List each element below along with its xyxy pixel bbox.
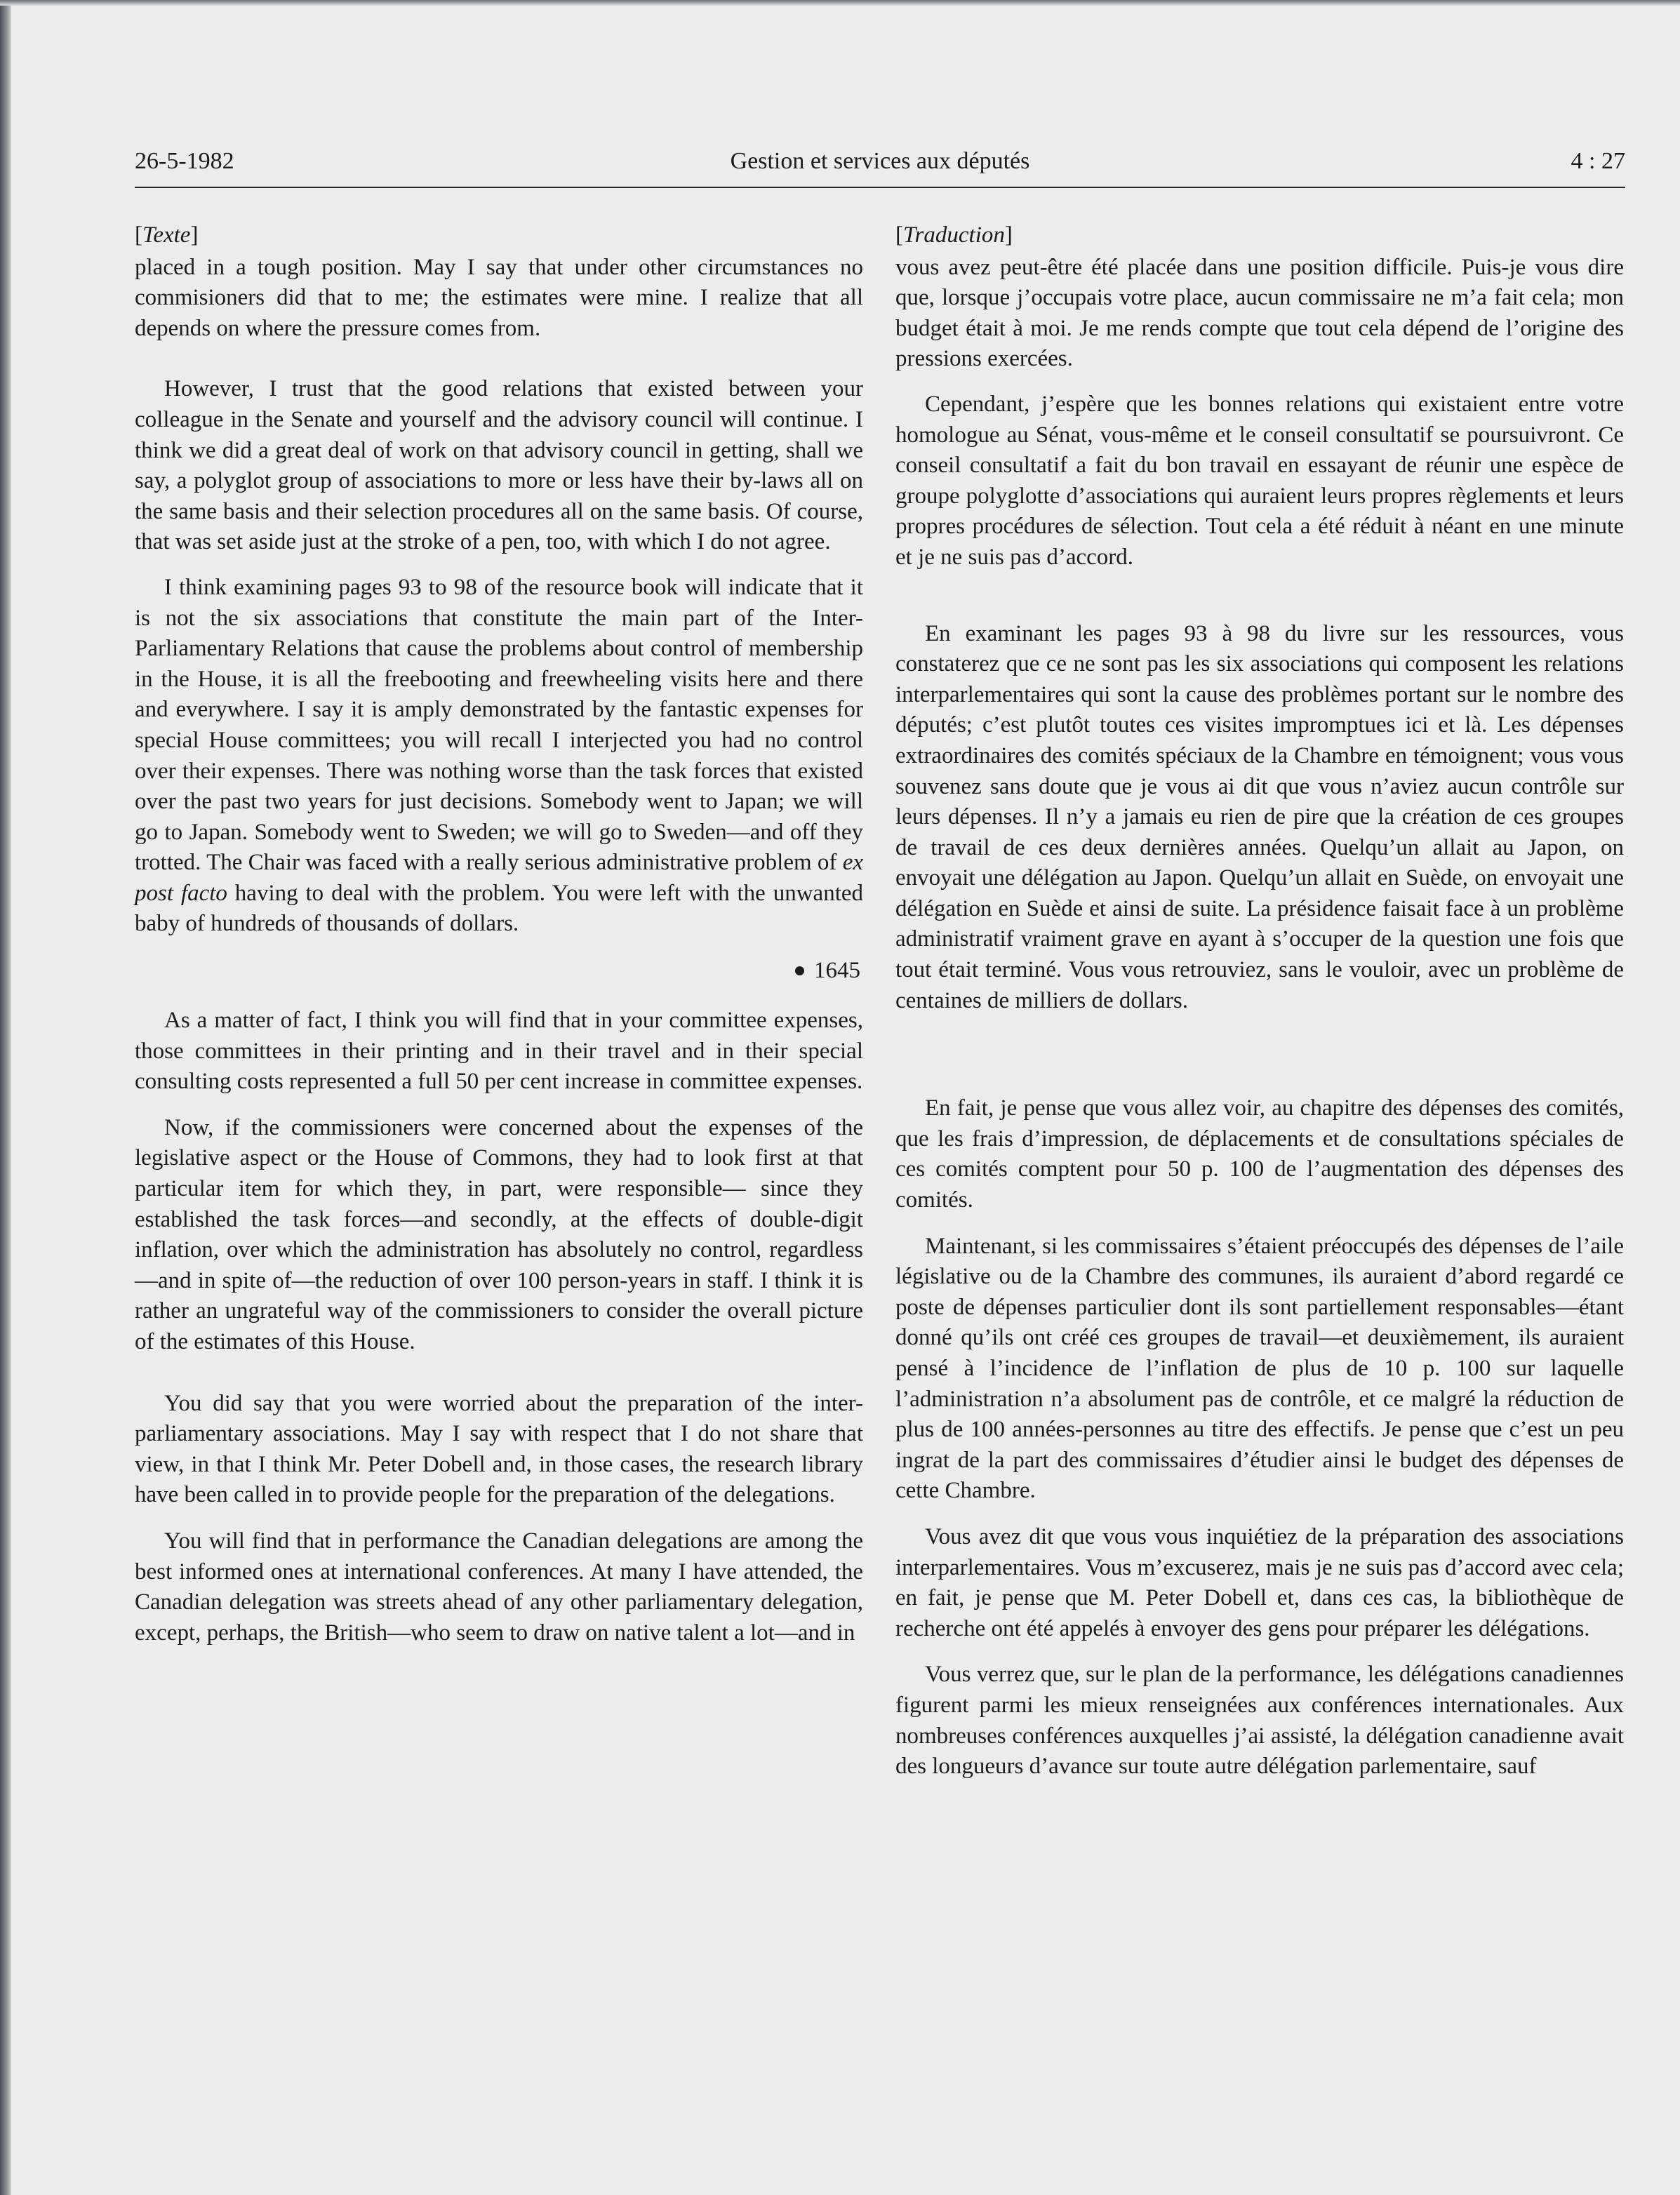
header-title: Gestion et services aux députés <box>730 148 1030 174</box>
paragraph: En fait, je pense que vous allez voir, au chapitre des dépenses des comités, que les frais d’impression, de déplacements et de consultations spéciales de ces comités comptent pour 50 p. 100 de l’augmentation des dépenses des comités. <box>895 1095 1624 1213</box>
paragraph: I think examining pages 93 to 98 of the resource book will indicate that it is not the six associations that constitute the main part of the Inter-Parliamentary Relations that cause the problems about control of membership in the House, it is all the freebooting and freewheeling visits here and there and everywhere. I say it is amply demonstrated by the fantastic expenses for special House committees; you will recall I interjected you had no control over their expenses. There was nothing worse than the task forces that existed over the past two years for just decisions. Somebody went to Japan; we will go to Japan. Somebody went to Sweden; we will go to Sweden—and off they trotted. The Chair was faced with a really serious administrative problem of ex post facto having to deal with the problem. You were left with the unwanted baby of hundreds of thousands of dollars. <box>135 574 864 937</box>
header-rule <box>135 187 1625 188</box>
english-column <box>135 220 863 1648</box>
running-head <box>135 146 1625 188</box>
bullet-icon <box>795 966 804 975</box>
timestamp-row <box>135 955 863 986</box>
paragraph: vous avez peut-être été placée dans une position difficile. Puis-je vous dire que, lorsque j’occupais votre place, aucun commissaire ne m’a fait cela; mon budget était à moi. Je me rends compte que tout cela dépend de l’origine des pressions exercées. <box>895 254 1624 372</box>
timestamp: 1645 <box>135 955 863 986</box>
paragraph: You will find that in performance the Canadian delegations are among the best informed ones at international conferences. At many I have attended, the Canadian delegation was streets ahead of any other parliamentary delegation, except, perhaps, the British—who seem to draw on native talent a lot—and in <box>135 1528 863 1646</box>
paragraph: Vous avez dit que vous vous inquiétiez de la préparation des associations interparlementaires. Vous m’excuserez, mais je ne suis pas d’accord avec cela; en fait, je pense que M. Peter Dobell et, dans ces cas, la bibliothèque de recherche ont été appelés à envoyer des gens pour préparer les délégations. <box>895 1523 1624 1641</box>
paragraph: Maintenant, si les commissaires s’étaient préoccupés des dépenses de l’aile législative ou de la Chambre des communes, ils auraient d’abord regardé ce poste de dépenses particulier dont ils sont partiellement responsables—étant donné qu’ils ont créé ces groupes de travail—et deuxièmement, ils auraient pensé à l’incidence de l’inflation de plus de 10 p. 100 sur laquelle l’administration n’a absolument pas de contrôle, et ce malgré la réduction de plus de 100 années-personnes au titre des effectifs. Je pense que c’est un peu ingrat de la part des commissaires d’étudier ainsi le budget des dépenses de cette Chambre. <box>895 1233 1624 1504</box>
paragraph: However, I trust that the good relations that existed between your colleague in the Senate and yourself and the advisory council will continue. I think we did a great deal of work on that advisory council in getting, shall we say, a polyglot group of associations to more or less have their by-laws all on the same basis and their selection procedures all on the same basis. Of course, that was set aside just at the stroke of a pen, too, with which I do not agree. <box>135 376 863 555</box>
latin-phrase: ex post facto <box>135 850 863 906</box>
column-label-texte: [Texte] <box>135 222 199 248</box>
paragraph: Now, if the commissioners were concerned about the expenses of the legislative aspect or the House of Commons, they had to look first at that particular item for which they, in part, were responsible— since they established the task forces—and secondly, at the effects of double-digit inflation, over which the administration has absolutely no control, regardless—and in spite of—the reduction of over 100 person-years in staff. I think it is rather an ungrateful way of the commissioners to consider the overall picture of the estimates of this House. <box>135 1114 863 1354</box>
header-date: 26-5-1982 <box>135 148 234 174</box>
paragraph: As a matter of fact, I think you will find that in your committee expenses, those committees in their printing and in their travel and in their special consulting costs represented a full 50 per cent increase in committee expenses. <box>135 1008 863 1095</box>
column-label-traduction: [Traduction] <box>895 222 1013 248</box>
paragraph: En examinant les pages 93 à 98 du livre sur les ressources, vous constaterez que ce ne sont pas les six associations qui composent les relations interparlementaires qui sont la cause des problèmes portant sur le nombre des députés; c’est plutôt toutes ces visites impromptues ici et là. Les dépenses extraordinaires des comités spéciaux de la Chambre en témoignent; vous vous souvenez sans doute que je vous ai dit que vous n’aviez aucun contrôle sur leurs dépenses. Il n’y a jamais eu rien de pire que la création de ces groupes de travail de ces deux dernières années. Quelqu’un allait au Japon, on envoyait une délégation au Japon. Quelqu’un allait en Suède, on envoyait une délégation en Suède et ainsi de suite. La présidence faisait face à un problème administratif vraiment grave en ayant à s’occuper de la question une fois que tout était terminé. Vous vous retrouviez, sans le vouloir, avec un problème de centaines de milliers de dollars. <box>895 620 1624 1013</box>
french-column <box>895 220 1624 1782</box>
header-page-number: 4 : 27 <box>1571 148 1625 174</box>
paragraph: You did say that you were worried about the preparation of the inter-parliamentary associations. May I say with respect that I do not share that view, in that I think Mr. Peter Dobell and, in those cases, the research library have been called in to provide people for the preparation of the delegations. <box>135 1390 863 1508</box>
paragraph: Cependant, j’espère que les bonnes relations qui existaient entre votre homologue au Sénat, vous-même et le conseil consultatif se poursuivront. Ce conseil consultatif a fait du bon travail en essayant de réunir une espèce de groupe polyglotte d’associations qui auraient leurs propres règlements et leurs propres procédures de sélection. Tout cela a été réduit à néant en une minute et je ne suis pas d’accord. <box>895 391 1624 570</box>
paragraph: placed in a tough position. May I say that under other circumstances no commisioners did that to me; the estimates were mine. I realize that all depends on where the pressure comes from. <box>135 254 863 341</box>
paragraph: Vous verrez que, sur le plan de la performance, les délégations canadiennes figurent parmi les mieux renseignées aux conférences internationales. Aux nombreuses conférences auxquelles j’ai assisté, la délégation canadienne avait des longueurs d’avance sur toute autre délégation parlementaire, sauf <box>895 1662 1624 1780</box>
